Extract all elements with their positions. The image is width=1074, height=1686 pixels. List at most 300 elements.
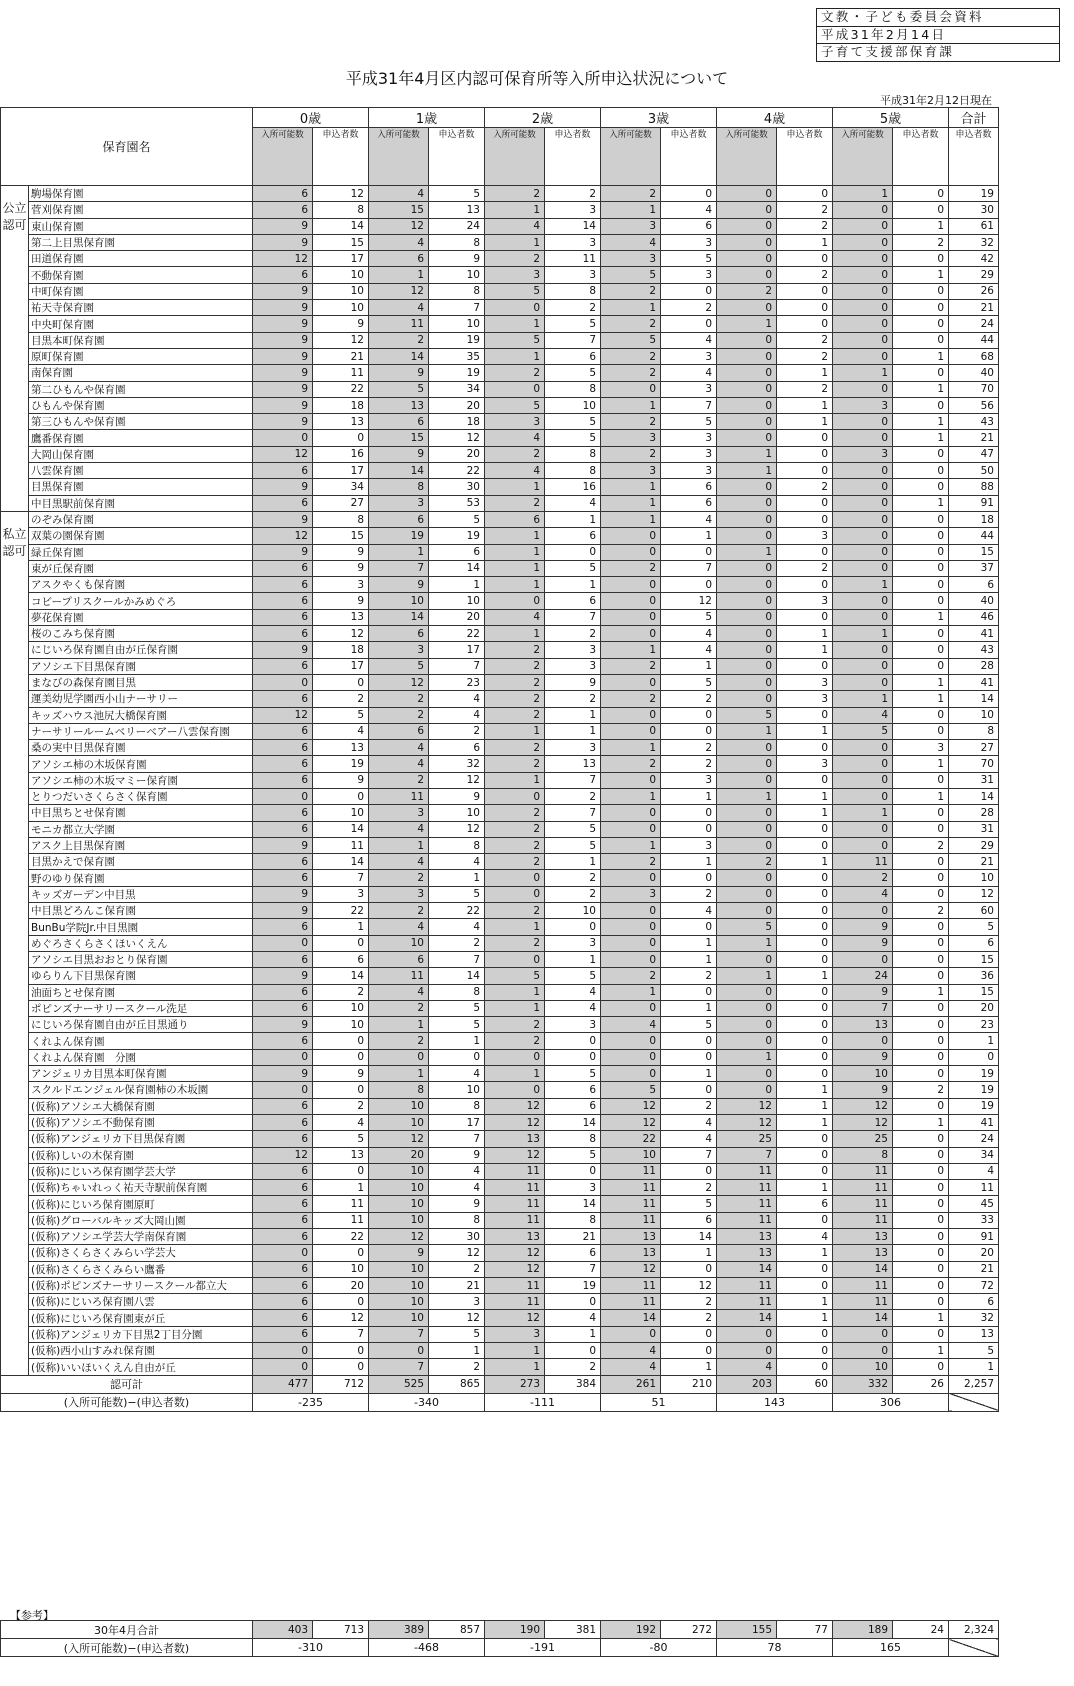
applicants-cell: 4 bbox=[777, 1229, 833, 1245]
applicants-cell: 3 bbox=[661, 446, 717, 462]
facility-name: 第二ひもんや保育園 bbox=[29, 381, 253, 397]
applicants-cell: 2 bbox=[661, 1098, 717, 1114]
capacity-cell: 0 bbox=[601, 870, 661, 886]
applicants-cell: 0 bbox=[777, 283, 833, 299]
applicants-cell: 10 bbox=[313, 283, 369, 299]
applicants-cell: 1 bbox=[429, 1033, 485, 1049]
applicants-cell: 1 bbox=[777, 1245, 833, 1261]
capacity-cell: 1 bbox=[485, 316, 545, 332]
capacity-cell: 0 bbox=[253, 1245, 313, 1261]
applicants-cell: 19 bbox=[313, 756, 369, 772]
table-row bbox=[1, 1147, 999, 1163]
applicants-cell: 12 bbox=[429, 821, 485, 837]
facility-name: めぐろさくらさくほいくえん bbox=[29, 935, 253, 951]
applicants-cell: 0 bbox=[893, 935, 949, 951]
applicants-cell: 3 bbox=[545, 202, 601, 218]
facility-name: 桜のこみち保育園 bbox=[29, 626, 253, 642]
capacity-cell: 1 bbox=[369, 1017, 429, 1033]
applicants-cell: 8 bbox=[313, 202, 369, 218]
applicants-cell: 6 bbox=[661, 1212, 717, 1228]
capacity-cell: 10 bbox=[369, 1180, 429, 1196]
applicants-cell: 2 bbox=[429, 723, 485, 739]
stamp-line: 子育て支援部保育課 bbox=[821, 44, 955, 59]
applicants-cell: 0 bbox=[893, 593, 949, 609]
capacity-cell: 0 bbox=[601, 821, 661, 837]
table-row bbox=[1, 511, 999, 527]
facility-name: 油面ちとせ保育園 bbox=[29, 984, 253, 1000]
facility-name: 第三ひもんや保育園 bbox=[29, 414, 253, 430]
capacity-cell: 6 bbox=[253, 560, 313, 576]
grand-total: 2,257 bbox=[949, 1375, 999, 1393]
facility-name: とりつだいさくらさく保育園 bbox=[29, 788, 253, 804]
applicants-cell: 10 bbox=[313, 1017, 369, 1033]
applicants-cell: 10 bbox=[313, 805, 369, 821]
capacity-cell: 5 bbox=[601, 267, 661, 283]
applicants-cell: 2 bbox=[777, 332, 833, 348]
applicants-cell: 0 bbox=[893, 1229, 949, 1245]
capacity-cell: 2 bbox=[369, 903, 429, 919]
applicants-cell: 0 bbox=[893, 544, 949, 560]
capacity-cell: 2 bbox=[601, 316, 661, 332]
total-cell: 36 bbox=[949, 968, 999, 984]
capacity-cell: 2 bbox=[485, 365, 545, 381]
table-row bbox=[1, 1343, 999, 1359]
capacity-cell: 2 bbox=[485, 251, 545, 267]
applicants-cell: 1 bbox=[429, 870, 485, 886]
summary-label: 認可計 bbox=[1, 1375, 253, 1393]
applicants-cell: 14 bbox=[429, 968, 485, 984]
applicants-cell: 2 bbox=[661, 886, 717, 902]
total-cell: 46 bbox=[949, 609, 999, 625]
applicants-cell: 7 bbox=[429, 300, 485, 316]
capacity-cell: 25 bbox=[717, 1131, 777, 1147]
applicants-cell: 1 bbox=[893, 267, 949, 283]
capacity-cell: 0 bbox=[717, 870, 777, 886]
total-cell: 29 bbox=[949, 267, 999, 283]
applicants-cell: 8 bbox=[429, 234, 485, 250]
applicants-cell: 1 bbox=[313, 1180, 369, 1196]
capacity-cell: 9 bbox=[253, 511, 313, 527]
facility-name: にじいろ保育園自由が丘保育園 bbox=[29, 642, 253, 658]
capacity-cell: 11 bbox=[369, 788, 429, 804]
applicants-cell: 17 bbox=[313, 658, 369, 674]
applicants-cell: 9 bbox=[313, 316, 369, 332]
capacity-cell: 0 bbox=[485, 870, 545, 886]
applicants-cell: 2 bbox=[545, 886, 601, 902]
capacity-cell: 1 bbox=[485, 772, 545, 788]
applicants-cell: 1 bbox=[661, 935, 717, 951]
capacity-total: 273 bbox=[485, 1375, 545, 1393]
facility-name: (仮称)しいの木保育園 bbox=[29, 1147, 253, 1163]
table-row bbox=[1, 479, 999, 495]
capacity-cell: 1 bbox=[833, 365, 893, 381]
facility-name: 第二上目黒保育園 bbox=[29, 234, 253, 250]
capacity-cell: 15 bbox=[369, 202, 429, 218]
applicants-cell: 0 bbox=[893, 919, 949, 935]
applicants-cell: 7 bbox=[429, 951, 485, 967]
applicants-cell: 0 bbox=[777, 821, 833, 837]
capacity-cell: 1 bbox=[717, 316, 777, 332]
applicants-cell: 1 bbox=[893, 756, 949, 772]
capacity-cell: 6 bbox=[253, 919, 313, 935]
capacity-cell: 0 bbox=[601, 919, 661, 935]
applicants-cell: 4 bbox=[313, 723, 369, 739]
applicants-cell: 18 bbox=[429, 414, 485, 430]
applicants-cell: 2 bbox=[545, 788, 601, 804]
capacity-cell: 0 bbox=[717, 202, 777, 218]
capacity-cell: 8 bbox=[369, 1082, 429, 1098]
column-header-applicants: 申込者数 bbox=[545, 128, 601, 186]
capacity-cell: 9 bbox=[253, 365, 313, 381]
applicants-cell: 12 bbox=[661, 593, 717, 609]
applicants-cell: 0 bbox=[313, 430, 369, 446]
total-cell: 34 bbox=[949, 1147, 999, 1163]
capacity-cell: 0 bbox=[717, 658, 777, 674]
total-cell: 19 bbox=[949, 1082, 999, 1098]
capacity-cell: 7 bbox=[833, 1000, 893, 1016]
applicants-cell: 3 bbox=[777, 593, 833, 609]
total-cell: 28 bbox=[949, 658, 999, 674]
applicants-cell: 0 bbox=[777, 1066, 833, 1082]
applicants-cell: 20 bbox=[429, 397, 485, 413]
capacity-cell: 2 bbox=[601, 348, 661, 364]
applicants-cell: 35 bbox=[429, 348, 485, 364]
applicants-cell: 0 bbox=[893, 870, 949, 886]
facility-name: BunBu学院Jr.中目黒園 bbox=[29, 919, 253, 935]
applicants-cell: 0 bbox=[893, 1098, 949, 1114]
capacity-cell: 9 bbox=[253, 316, 313, 332]
applicants-cell: 0 bbox=[661, 1163, 717, 1179]
applicants-cell: 6 bbox=[777, 1196, 833, 1212]
capacity-cell: 9 bbox=[253, 1066, 313, 1082]
capacity-cell: 9 bbox=[253, 414, 313, 430]
capacity-cell: 2 bbox=[601, 186, 661, 202]
difference-value: 51 bbox=[601, 1393, 717, 1411]
applicants-cell: 7 bbox=[661, 1147, 717, 1163]
capacity-cell: 12 bbox=[833, 1114, 893, 1130]
applicants-cell: 4 bbox=[313, 1114, 369, 1130]
applicants-cell: 0 bbox=[661, 707, 717, 723]
capacity-cell: 2 bbox=[485, 1033, 545, 1049]
applicants-cell: 3 bbox=[545, 234, 601, 250]
facility-name: (仮称)アソシエ学芸大学南保育園 bbox=[29, 1229, 253, 1245]
capacity-cell: 2 bbox=[369, 332, 429, 348]
applicants-cell: 1 bbox=[661, 951, 717, 967]
applicants-cell: 1 bbox=[893, 691, 949, 707]
capacity-cell: 13 bbox=[717, 1229, 777, 1245]
capacity-cell: 6 bbox=[253, 186, 313, 202]
applicants-cell: 3 bbox=[661, 348, 717, 364]
capacity-cell: 0 bbox=[717, 984, 777, 1000]
capacity-cell: 11 bbox=[717, 1180, 777, 1196]
column-header-age: 3歳 bbox=[601, 108, 717, 128]
capacity-cell: 7 bbox=[369, 1326, 429, 1342]
applicants-cell: 0 bbox=[661, 316, 717, 332]
applicants-cell: 0 bbox=[777, 1326, 833, 1342]
applicants-cell: 4 bbox=[545, 495, 601, 511]
applicants-cell: 0 bbox=[661, 821, 717, 837]
applicants-cell: 0 bbox=[893, 202, 949, 218]
capacity-cell: 0 bbox=[253, 1343, 313, 1359]
applicants-cell: 8 bbox=[545, 1131, 601, 1147]
capacity-cell: 6 bbox=[253, 984, 313, 1000]
facility-name: 中町保育園 bbox=[29, 283, 253, 299]
facility-name: アスクやくも保育園 bbox=[29, 577, 253, 593]
applicants-cell: 20 bbox=[313, 1277, 369, 1293]
applicants-cell: 11 bbox=[313, 1212, 369, 1228]
applicants-cell: 8 bbox=[545, 446, 601, 462]
applicants-cell: 0 bbox=[661, 186, 717, 202]
capacity-cell: 1 bbox=[601, 300, 661, 316]
capacity-cell: 4 bbox=[717, 1359, 777, 1375]
capacity-cell: 0 bbox=[253, 1082, 313, 1098]
capacity-cell: 0 bbox=[717, 381, 777, 397]
table-row bbox=[1, 1245, 999, 1261]
applicants-cell: 0 bbox=[313, 935, 369, 951]
total-cell: 70 bbox=[949, 381, 999, 397]
applicants-cell: 0 bbox=[777, 1017, 833, 1033]
total-cell: 44 bbox=[949, 528, 999, 544]
applicants-total: 60 bbox=[777, 1375, 833, 1393]
capacity-cell: 0 bbox=[833, 560, 893, 576]
capacity-cell: 11 bbox=[485, 1294, 545, 1310]
capacity-cell: 6 bbox=[253, 821, 313, 837]
total-cell: 12 bbox=[949, 886, 999, 902]
capacity-cell: 9 bbox=[253, 332, 313, 348]
applicants-cell: 1 bbox=[545, 1326, 601, 1342]
capacity-cell: 3 bbox=[369, 495, 429, 511]
applicants-cell: 4 bbox=[429, 691, 485, 707]
capacity-cell: 9 bbox=[369, 365, 429, 381]
applicants-cell: 3 bbox=[661, 430, 717, 446]
applicants-cell: 1 bbox=[893, 1114, 949, 1130]
applicants-cell: 5 bbox=[429, 1017, 485, 1033]
capacity-cell: 0 bbox=[833, 202, 893, 218]
applicants-cell: 7 bbox=[661, 397, 717, 413]
applicants-cell: 14 bbox=[545, 1114, 601, 1130]
capacity-total: 525 bbox=[369, 1375, 429, 1393]
total-cell: 15 bbox=[949, 544, 999, 560]
capacity-cell: 6 bbox=[253, 1294, 313, 1310]
applicants-cell: 0 bbox=[893, 1147, 949, 1163]
applicants-cell: 2 bbox=[777, 267, 833, 283]
capacity-cell: 0 bbox=[717, 1082, 777, 1098]
capacity-cell: 9 bbox=[833, 1049, 893, 1065]
column-header-applicants: 申込者数 bbox=[429, 128, 485, 186]
column-header-capacity: 入所可能数 bbox=[833, 128, 893, 186]
applicants-total: 77 bbox=[777, 1621, 833, 1639]
applicants-cell: 1 bbox=[777, 1082, 833, 1098]
page-title: 平成31年4月区内認可保育所等入所申込状況について bbox=[345, 69, 729, 88]
applicants-cell: 1 bbox=[661, 1245, 717, 1261]
applicants-cell: 2 bbox=[429, 1261, 485, 1277]
applicants-cell: 13 bbox=[429, 202, 485, 218]
applicants-cell: 1 bbox=[777, 397, 833, 413]
applicants-cell: 19 bbox=[429, 528, 485, 544]
capacity-cell: 2 bbox=[485, 837, 545, 853]
capacity-cell: 0 bbox=[717, 495, 777, 511]
capacity-cell: 4 bbox=[601, 1359, 661, 1375]
capacity-cell: 0 bbox=[833, 821, 893, 837]
applicants-cell: 21 bbox=[313, 348, 369, 364]
applicants-cell: 3 bbox=[545, 658, 601, 674]
capacity-cell: 8 bbox=[369, 479, 429, 495]
capacity-cell: 22 bbox=[601, 1131, 661, 1147]
applicants-cell: 5 bbox=[661, 1196, 717, 1212]
applicants-cell: 4 bbox=[429, 1066, 485, 1082]
applicants-cell: 11 bbox=[313, 837, 369, 853]
capacity-cell: 2 bbox=[485, 707, 545, 723]
capacity-total: 332 bbox=[833, 1375, 893, 1393]
capacity-cell: 1 bbox=[717, 723, 777, 739]
capacity-cell: 0 bbox=[833, 658, 893, 674]
capacity-cell: 0 bbox=[717, 251, 777, 267]
facility-name: 東が丘保育園 bbox=[29, 560, 253, 576]
applicants-cell: 34 bbox=[313, 479, 369, 495]
capacity-cell: 13 bbox=[601, 1245, 661, 1261]
capacity-cell: 1 bbox=[485, 577, 545, 593]
capacity-cell: 4 bbox=[369, 854, 429, 870]
capacity-cell: 5 bbox=[485, 397, 545, 413]
capacity-total: 192 bbox=[601, 1621, 661, 1639]
applicants-cell: 5 bbox=[429, 511, 485, 527]
capacity-total: 477 bbox=[253, 1375, 313, 1393]
column-header-age: 5歳 bbox=[833, 108, 949, 128]
table-row bbox=[1, 414, 999, 430]
capacity-total: 389 bbox=[369, 1621, 429, 1639]
total-cell: 42 bbox=[949, 251, 999, 267]
difference-value: -111 bbox=[485, 1393, 601, 1411]
capacity-total: 261 bbox=[601, 1375, 661, 1393]
capacity-cell: 9 bbox=[253, 642, 313, 658]
applicants-cell: 22 bbox=[313, 1229, 369, 1245]
capacity-cell: 6 bbox=[253, 1180, 313, 1196]
reference-table bbox=[0, 1620, 999, 1657]
applicants-cell: 9 bbox=[313, 1066, 369, 1082]
applicants-cell: 32 bbox=[429, 756, 485, 772]
facility-name: (仮称)アソシエ不動保育園 bbox=[29, 1114, 253, 1130]
applicants-cell: 0 bbox=[893, 1326, 949, 1342]
applicants-cell: 5 bbox=[313, 707, 369, 723]
table-row bbox=[1, 1294, 999, 1310]
applicants-cell: 15 bbox=[313, 234, 369, 250]
facility-name: アソシエ下目黒保育園 bbox=[29, 658, 253, 674]
applicants-cell: 13 bbox=[545, 756, 601, 772]
capacity-cell: 0 bbox=[717, 332, 777, 348]
capacity-cell: 14 bbox=[833, 1261, 893, 1277]
capacity-cell: 14 bbox=[833, 1310, 893, 1326]
facility-name: 運美幼児学園西小山ナーサリー bbox=[29, 691, 253, 707]
capacity-cell: 0 bbox=[717, 560, 777, 576]
capacity-cell: 6 bbox=[369, 723, 429, 739]
capacity-cell: 11 bbox=[485, 1277, 545, 1293]
facility-name: (仮称)さくらさくみらい学芸大 bbox=[29, 1245, 253, 1261]
applicants-cell: 1 bbox=[777, 234, 833, 250]
capacity-cell: 15 bbox=[369, 430, 429, 446]
capacity-cell: 12 bbox=[369, 218, 429, 234]
total-cell: 21 bbox=[949, 430, 999, 446]
table-row bbox=[1, 756, 999, 772]
capacity-cell: 2 bbox=[485, 805, 545, 821]
capacity-cell: 3 bbox=[485, 267, 545, 283]
applicants-cell: 4 bbox=[661, 642, 717, 658]
applicants-total: 857 bbox=[429, 1621, 485, 1639]
capacity-cell: 7 bbox=[369, 560, 429, 576]
column-header-age: 2歳 bbox=[485, 108, 601, 128]
applicants-cell: 0 bbox=[545, 919, 601, 935]
applicants-cell: 0 bbox=[893, 1359, 949, 1375]
capacity-cell: 24 bbox=[833, 968, 893, 984]
applicants-cell: 0 bbox=[777, 186, 833, 202]
applicants-cell: 1 bbox=[313, 919, 369, 935]
capacity-cell: 10 bbox=[369, 1277, 429, 1293]
capacity-cell: 1 bbox=[717, 935, 777, 951]
capacity-cell: 12 bbox=[485, 1147, 545, 1163]
capacity-cell: 11 bbox=[369, 316, 429, 332]
capacity-cell: 1 bbox=[601, 740, 661, 756]
applicants-cell: 0 bbox=[893, 772, 949, 788]
grand-total: 2,324 bbox=[949, 1621, 999, 1639]
applicants-cell: 2 bbox=[777, 348, 833, 364]
applicants-cell: 16 bbox=[545, 479, 601, 495]
applicants-cell: 5 bbox=[545, 1066, 601, 1082]
facility-name: アソシエ柿の木坂保育園 bbox=[29, 756, 253, 772]
capacity-cell: 0 bbox=[485, 886, 545, 902]
applicants-cell: 0 bbox=[545, 1033, 601, 1049]
as-of-date: 平成31年2月12日現在 bbox=[880, 94, 992, 107]
applicants-cell: 53 bbox=[429, 495, 485, 511]
capacity-cell: 6 bbox=[253, 854, 313, 870]
applicants-cell: 7 bbox=[661, 560, 717, 576]
table-row bbox=[1, 1163, 999, 1179]
difference-value: 143 bbox=[717, 1393, 833, 1411]
total-cell: 10 bbox=[949, 870, 999, 886]
capacity-cell: 13 bbox=[717, 1245, 777, 1261]
capacity-cell: 0 bbox=[717, 528, 777, 544]
applicants-cell: 14 bbox=[661, 1229, 717, 1245]
applicants-cell: 6 bbox=[429, 544, 485, 560]
capacity-cell: 1 bbox=[833, 805, 893, 821]
applicants-cell: 12 bbox=[429, 1310, 485, 1326]
capacity-cell: 8 bbox=[833, 1147, 893, 1163]
facility-name: くれよん保育園 分園 bbox=[29, 1049, 253, 1065]
facility-name: 原町保育園 bbox=[29, 348, 253, 364]
applicants-cell: 1 bbox=[893, 788, 949, 804]
capacity-cell: 11 bbox=[601, 1196, 661, 1212]
capacity-cell: 3 bbox=[601, 251, 661, 267]
capacity-cell: 0 bbox=[833, 234, 893, 250]
table-row bbox=[1, 642, 999, 658]
capacity-cell: 4 bbox=[369, 300, 429, 316]
capacity-cell: 14 bbox=[369, 609, 429, 625]
column-header-applicants: 申込者数 bbox=[313, 128, 369, 186]
capacity-cell: 2 bbox=[485, 691, 545, 707]
table-row bbox=[1, 984, 999, 1000]
applicants-cell: 0 bbox=[777, 577, 833, 593]
capacity-cell: 0 bbox=[833, 528, 893, 544]
total-cell: 6 bbox=[949, 577, 999, 593]
applicants-cell: 11 bbox=[313, 1196, 369, 1212]
applicants-cell: 3 bbox=[313, 886, 369, 902]
applicants-cell: 2 bbox=[545, 626, 601, 642]
applicants-cell: 1 bbox=[545, 707, 601, 723]
applicants-cell: 7 bbox=[545, 609, 601, 625]
capacity-cell: 1 bbox=[485, 723, 545, 739]
applicants-total: 865 bbox=[429, 1375, 485, 1393]
capacity-cell: 5 bbox=[485, 283, 545, 299]
capacity-cell: 0 bbox=[253, 935, 313, 951]
capacity-cell: 9 bbox=[833, 984, 893, 1000]
